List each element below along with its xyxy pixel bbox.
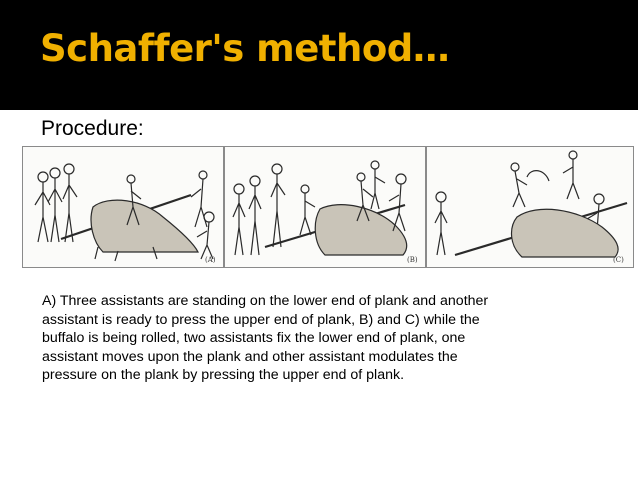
- figure-panel-a: [22, 146, 224, 268]
- caption-line: A) Three assistants are standing on the lower end of plank and another: [42, 293, 489, 309]
- figure-panel-b: [224, 146, 426, 268]
- caption-line: buffalo is being rolled, two assistants fix the lower end of plank, one: [42, 330, 466, 347]
- sketch-illustration-c: [427, 147, 633, 267]
- caption-line: pressure on the plank by pressing the upper end of plank.: [42, 367, 405, 384]
- sketch-illustration-a: [23, 147, 223, 267]
- procedure-label: Procedure:: [41, 117, 144, 140]
- figure-panel-c: [426, 146, 634, 268]
- figure-label-b: (B): [407, 256, 418, 264]
- figure-label-a: (A): [205, 256, 216, 264]
- sketch-illustration-b: [225, 147, 425, 267]
- procedure-caption: [42, 292, 602, 385]
- caption-line: assistant is ready to press the upper end of plank, B) and C) while the: [42, 311, 480, 328]
- caption-line: assistant moves upon the plank and other assistant modulates the: [42, 348, 458, 365]
- figure-label-c: (C): [613, 256, 624, 264]
- slide-title: Schaffer's method…: [40, 27, 450, 70]
